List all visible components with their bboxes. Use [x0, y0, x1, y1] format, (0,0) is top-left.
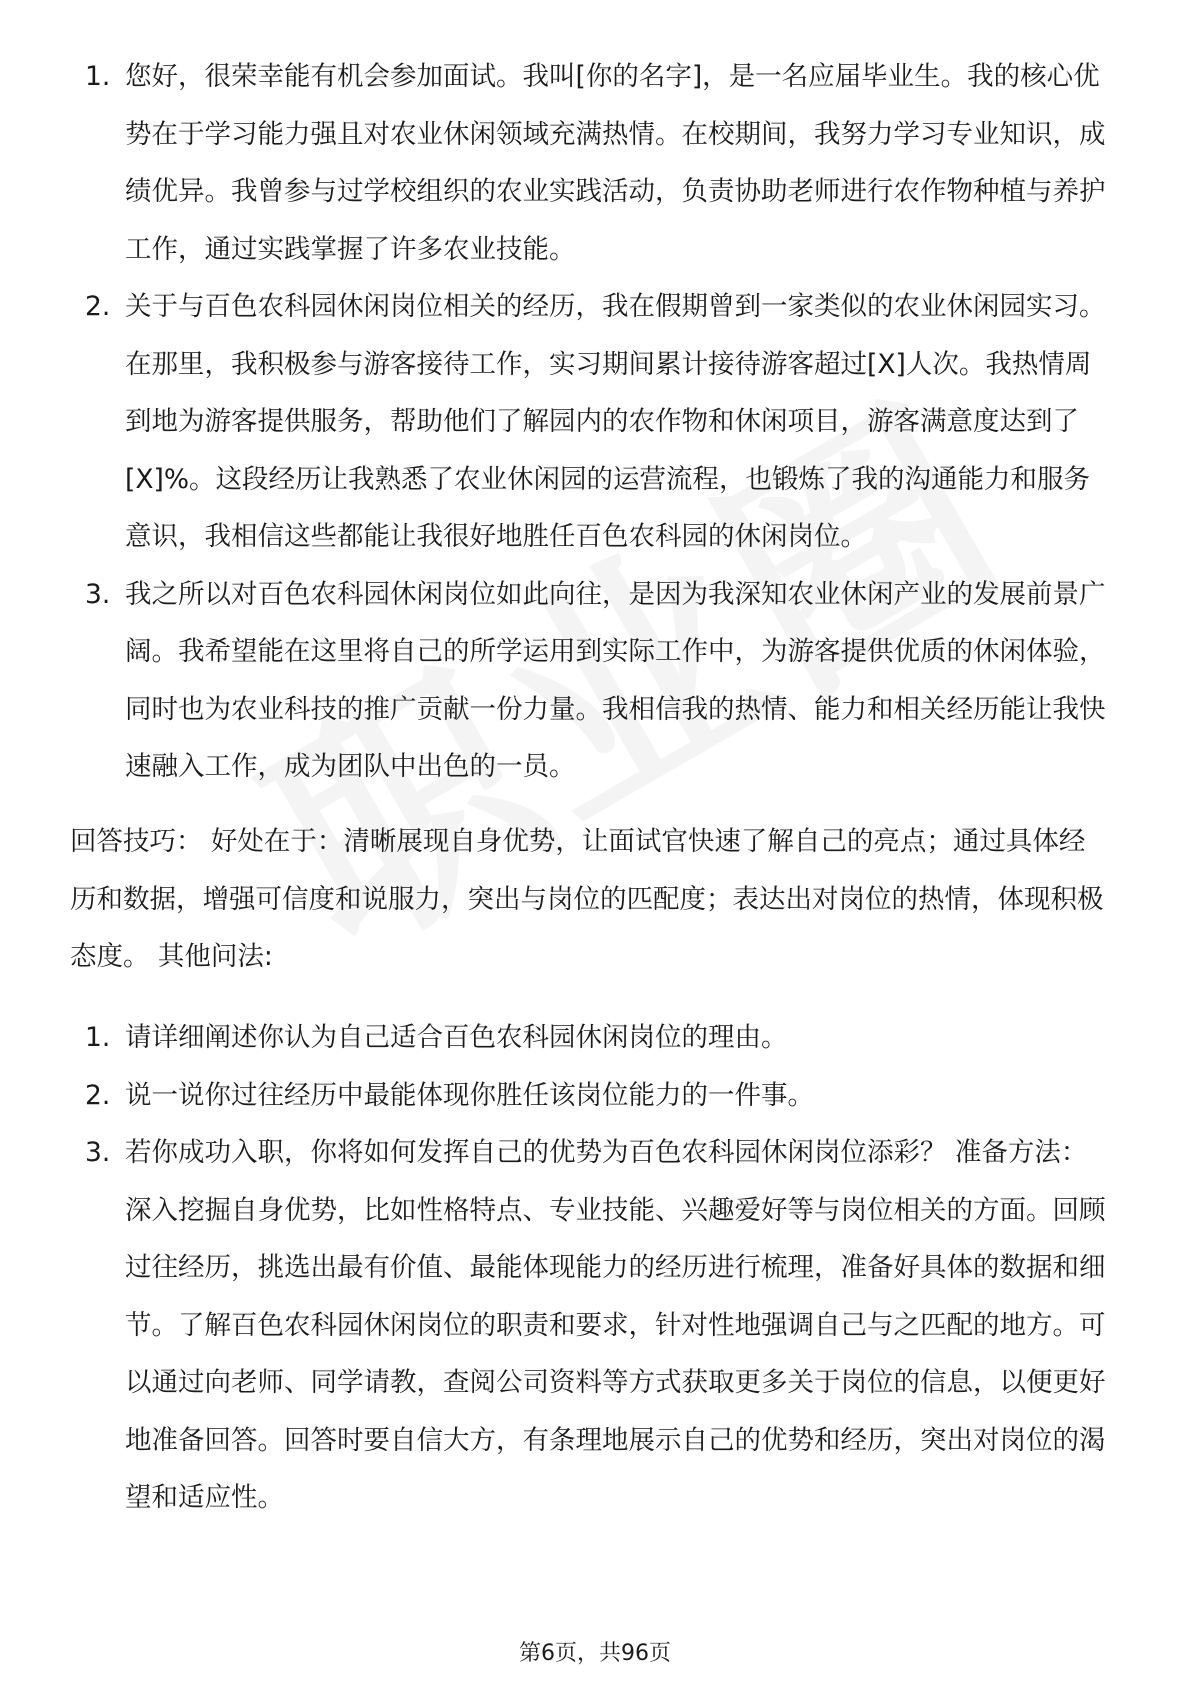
list-item: [0, 1124, 1190, 1527]
answer-list: [0, 48, 1190, 796]
list-number: 3.: [85, 1137, 111, 1168]
list-item: [0, 1009, 1190, 1067]
list-number: 1.: [85, 61, 111, 92]
list-item: [0, 566, 1190, 796]
list-item-text: 关于与百色农科园休闲岗位相关的经历，我在假期曾到一家类似的农业休闲园实习。在那里，我积极参与游客接待工作，实习期间累计接待游客超过[X]人次。我热情周到地为游客提供服务，帮助他们了解园内的农作物和休闲项目，游客满意度达到了[X]%。这段经历让我熟悉了农业休闲园的运营流程，也锻炼了我的沟通能力和服务意识，我相信这些都能让我很好地胜任百色农科园的休闲岗位。: [125, 291, 1106, 552]
list-number: 3.: [85, 578, 111, 610]
list-item: [0, 48, 1190, 278]
list-number: 1.: [85, 1022, 111, 1053]
list-item-text: 若你成功入职，你将如何发挥自己的优势为百色农科园休闲岗位添彩？ 准备方法： 深入挖掘自身优势，比如性格特点、专业技能、兴趣爱好等与岗位相关的方面。回顾过往经历，挑选出最有价值、最能体现能力的经历进行梳理，准备好具体的数据和细节。了解百色农科园休闲岗位的职责和要求，针对性地强调自己与之匹配的地方。可以通过向老师、同学请教，查阅公司资料等方式获取更多关于岗位的信息，以便更好地准备回答。回答时要自信大方，有条理地展示自己的优势和经历，突出对岗位的渴望和适应性。: [125, 1137, 1106, 1513]
tips-paragraph: 回答技巧： 好处在于：清晰展现自身优势，让面试官快速了解自己的亮点；通过具体经历和数据，增强可信度和说服力，突出与岗位的匹配度；表达出对岗位的热情，体现积极态度。 其他问法:: [70, 826, 1104, 972]
other-questions-list: [0, 1009, 1190, 1527]
page-footer: 第6页，共96页: [519, 1641, 671, 1666]
list-item: [0, 278, 1190, 566]
list-item-text: 请详细阐述你认为自己适合百色农科园休闲岗位的理由。: [125, 1022, 788, 1053]
list-number: 2.: [85, 1079, 111, 1111]
list-item-text: 我之所以对百色农科园休闲岗位如此向往，是因为我深知农业休闲产业的发展前景广阔。我希望能在这里将自己的所学运用到实际工作中，为游客提供优质的休闲体验，同时也为农业科技的推广贡献一份力量。我相信我的热情、能力和相关经历能让我快速融入工作，成为团队中出色的一员。: [125, 578, 1106, 782]
list-item-text: 说一说你过往经历中最能体现你胜任该岗位能力的一件事。: [125, 1079, 814, 1111]
list-number: 2.: [85, 291, 111, 322]
list-item: [0, 1067, 1190, 1125]
list-item-text: 您好，很荣幸能有机会参加面试。我叫[你的名字]，是一名应届毕业生。我的核心优势在于学习能力强且对农业休闲领域充满热情。在校期间，我努力学习专业知识，成绩优异。我曾参与过学校组织的农业实践活动，负责协助老师进行农作物种植与养护工作，通过实践掌握了许多农业技能。: [125, 61, 1106, 265]
